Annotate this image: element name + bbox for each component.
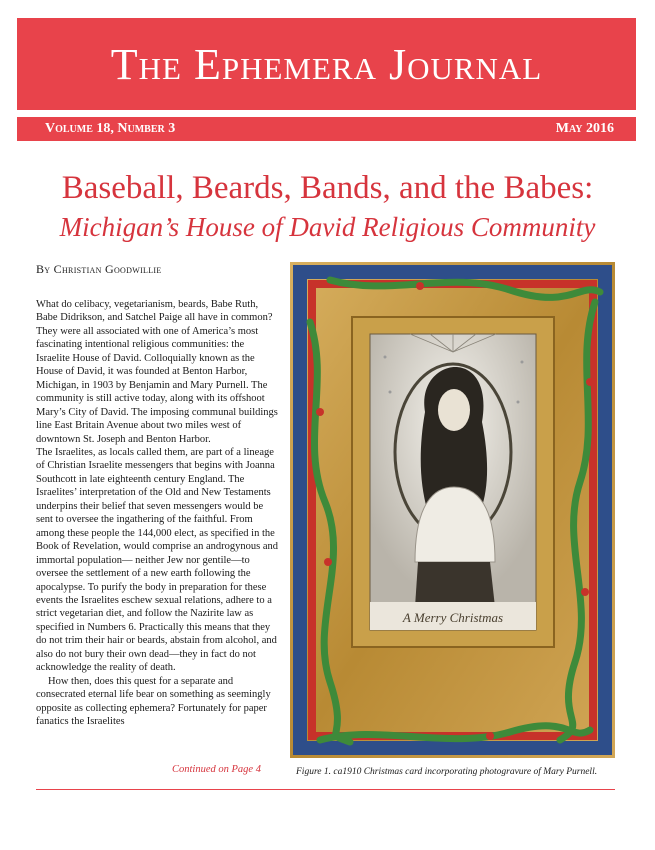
article-body [36,298,280,729]
continued-link[interactable]: Continued on Page 4 [172,764,261,775]
card-greeting: A Merry Christmas [402,610,504,625]
issue-date: May 2016 [555,121,614,136]
figure-caption: Figure 1. ca1910 Christmas card incorporating photogravure of Mary Purnell. [296,767,598,777]
masthead [17,18,636,110]
article-subtitle: Michigan’s House of David Religious Community [59,212,596,242]
journal-title: The Ephemera Journal [110,40,543,89]
volume-number: Volume 18, Number 3 [45,121,176,136]
byline: By Christian Goodwillie [36,262,162,276]
issue-info-bar [17,117,636,141]
paragraph-1: What do celibacy, vegetarianism, beards, Babe Ruth, Babe Didrikson, and Satchel Paige all have in common? They were all associated with one of America’s most fascinating intentional religious communities: the Israelite House of David. Colloquially known as the House of David, it was founded at Benton Harbor, Michigan, in 1903 by Benjamin and Mary Purnell. The community is still active today, along with its offshoot Mary’s City of David. The imposing communal buildings line East Britain Avenue about two miles west of downtown St. Joseph and Benton Harbor. [36,299,278,445]
footer-divider [36,789,615,790]
christmas-card-figure [290,262,615,758]
article-title: Baseball, Beards, Bands, and the Babes: [61,170,594,206]
paragraph-2: The Israelites, as locals called them, are part of a lineage of Christian Israelite messengers that begins with Joanna Southcott in late eighteenth century England. The Israelites’ interpretation of the Old and New Testaments underpins their belief that seven messengers would be sent to oversee the ingathering of the faithful. From among these people the 144,000 elect, as specified in the Book of Revelation, would comprise an androgynous and immortal population— neither Jew nor gentile—to oversee the settlement of a new earth following the apocalypse. To purify the body in preparation for these events the Israelites eschew sexual relations, adhere to a strict vegetarian diet, and follow the Nazirite law as specified in Numbers 6. Practically this means that they do not trim their hair or beards, abstain from alcohol, and also do not bury their own dead—they in fact do not acknowledge the reality of death. [36,446,279,674]
paragraph-3: How then, does this quest for a separate and consecrated eternal life bear on something as seemingly opposite as collecting ephemera? Fortunately for paper fanatics the Israelites [36,675,271,728]
